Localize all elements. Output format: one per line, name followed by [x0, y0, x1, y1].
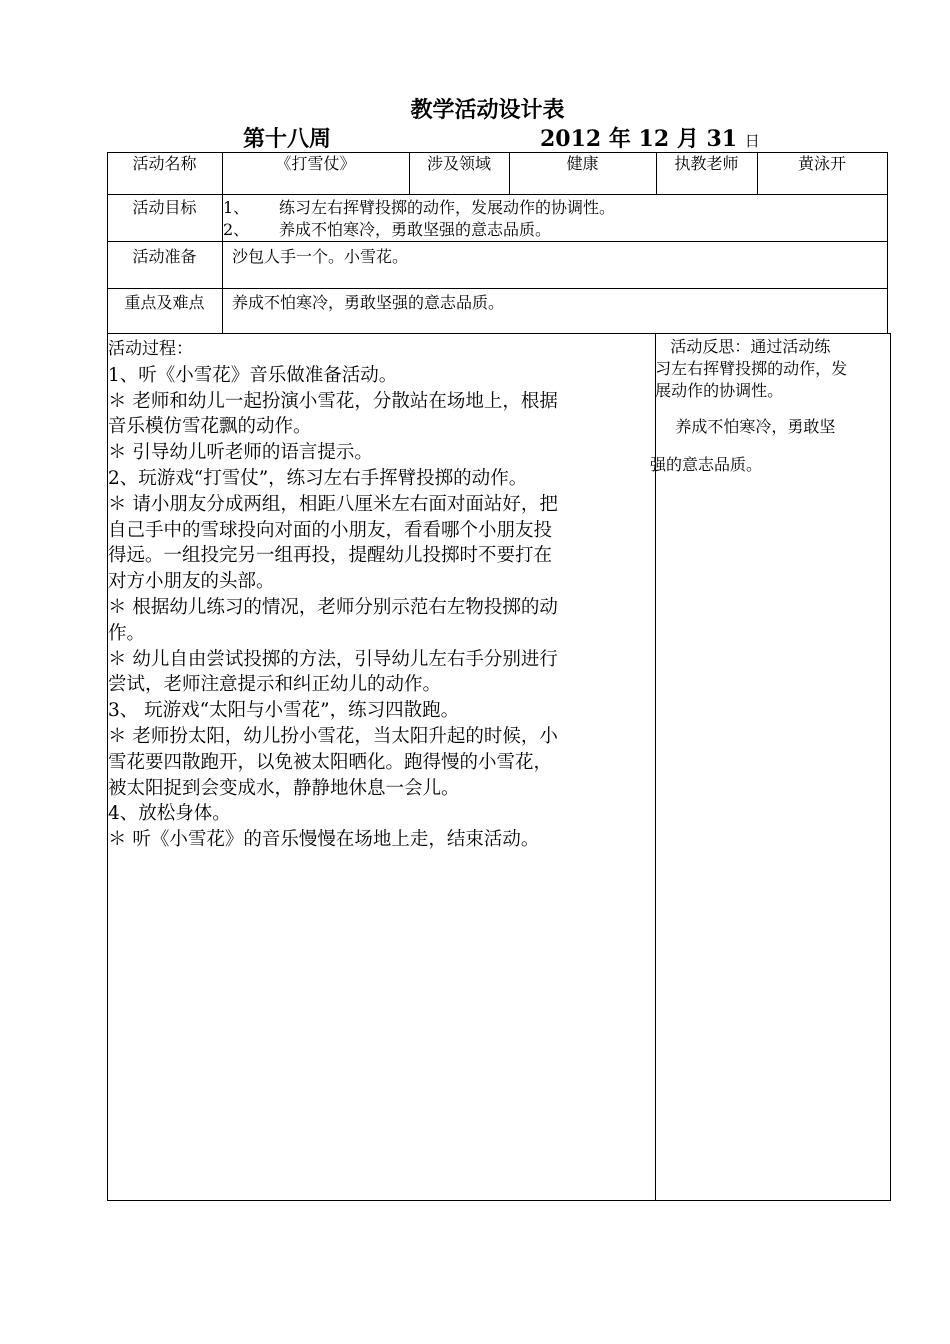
table-border [107, 194, 888, 195]
activity-process [108, 337, 656, 853]
process-line: ＊ 老师和幼儿一起扮演小雪花，分散站在场地上，根据 [108, 390, 558, 412]
table-border [107, 288, 888, 289]
activity-reflection [650, 336, 892, 476]
activity-name-value: 《打雪仗》 [275, 154, 356, 173]
reflection-line [650, 402, 892, 416]
teacher-label: 执教老师 [674, 154, 739, 173]
process-line: 4、放松身体。 [108, 803, 231, 825]
goals-label: 活动目标 [132, 198, 197, 217]
process-line: 自己手中的雪球投向对面的小朋友，看看哪个小朋友投 [108, 519, 553, 541]
process-line: ＊ 老师扮太阳，幼儿扮小雪花，当太阳升起的时候，小 [108, 725, 558, 747]
process-line: 2、玩游戏“打雪仗”，练习左右手挥臂投掷的动作。 [108, 467, 528, 489]
focus-label: 重点及难点 [124, 293, 205, 312]
process-line: ＊ 根据幼儿练习的情况，老师分别示范右左物投掷的动 [108, 596, 558, 618]
goal-item-1-number: 1、 [223, 198, 250, 217]
table-border [107, 333, 891, 334]
date-day: 日 [744, 132, 760, 150]
process-line: 对方小朋友的头部。 [108, 571, 275, 593]
prep-value: 沙包人手一个。小雪花。 [232, 247, 409, 266]
focus-value: 养成不怕寒冷，勇敢坚强的意志品质。 [232, 293, 505, 312]
process-line: 尝试，老师注意提示和纠正幼儿的动作。 [108, 674, 442, 696]
activity-name-label: 活动名称 [132, 154, 197, 173]
table-border [107, 1200, 891, 1201]
reflection-line: 展动作的协调性。 [650, 381, 784, 400]
week-label: 第十八周 [243, 126, 332, 152]
process-line: 音乐模仿雪花飘的动作。 [108, 416, 312, 438]
process-line: 作。 [108, 622, 146, 644]
process-line: ＊ 幼儿自由尝试投掷的方法，引导幼儿左右手分别进行 [108, 648, 558, 670]
goal-item-1-text: 练习左右挥臂投掷的动作，发展动作的协调性。 [279, 198, 616, 217]
domain-label: 涉及领域 [426, 154, 491, 173]
domain-value: 健康 [566, 154, 599, 173]
reflection-line: 活动反思：通过活动练 [650, 337, 831, 356]
process-line: 雪花要四散跑开，以免被太阳晒化。跑得慢的小雪花， [108, 751, 553, 773]
goal-item-2-text: 养成不怕寒冷，勇敢坚强的意志品质。 [279, 220, 552, 239]
process-line: ＊ 引导幼儿听老师的语言提示。 [108, 442, 373, 464]
teacher-value: 黄泳开 [797, 154, 846, 173]
table-border [107, 241, 888, 242]
process-line: 得远。一组投完另一组再投，提醒幼儿投掷时不要打在 [108, 545, 553, 567]
document-title: 教学活动设计表 [410, 97, 565, 123]
reflection-line: 养成不怕寒冷，勇敢坚 [650, 417, 836, 436]
table-border [222, 152, 223, 333]
table-border [887, 152, 888, 333]
date-main: 2012 年 12 月 31 [540, 126, 738, 152]
process-line: ＊ 请小朋友分成两组，相距八厘米左右面对面站好，把 [108, 493, 558, 515]
reflection-line [650, 438, 892, 454]
prep-label: 活动准备 [132, 247, 197, 266]
process-line: 被太阳捉到会变成水，静静地休息一会儿。 [108, 777, 460, 799]
reflection-line: 习左右挥臂投掷的动作，发 [650, 359, 848, 378]
process-line: 3、 玩游戏“太阳与小雪花”，练习四散跑。 [108, 700, 460, 722]
date-label [540, 122, 760, 153]
reflection-line: 强的意志品质。 [650, 455, 763, 474]
process-line: 活动过程： [108, 339, 193, 359]
goal-item-2-number: 2、 [223, 220, 250, 239]
process-line: 1、听《小雪花》音乐做准备活动。 [108, 364, 398, 386]
process-line: ＊ 听《小雪花》的音乐慢慢在场地上走，结束活动。 [108, 829, 540, 851]
